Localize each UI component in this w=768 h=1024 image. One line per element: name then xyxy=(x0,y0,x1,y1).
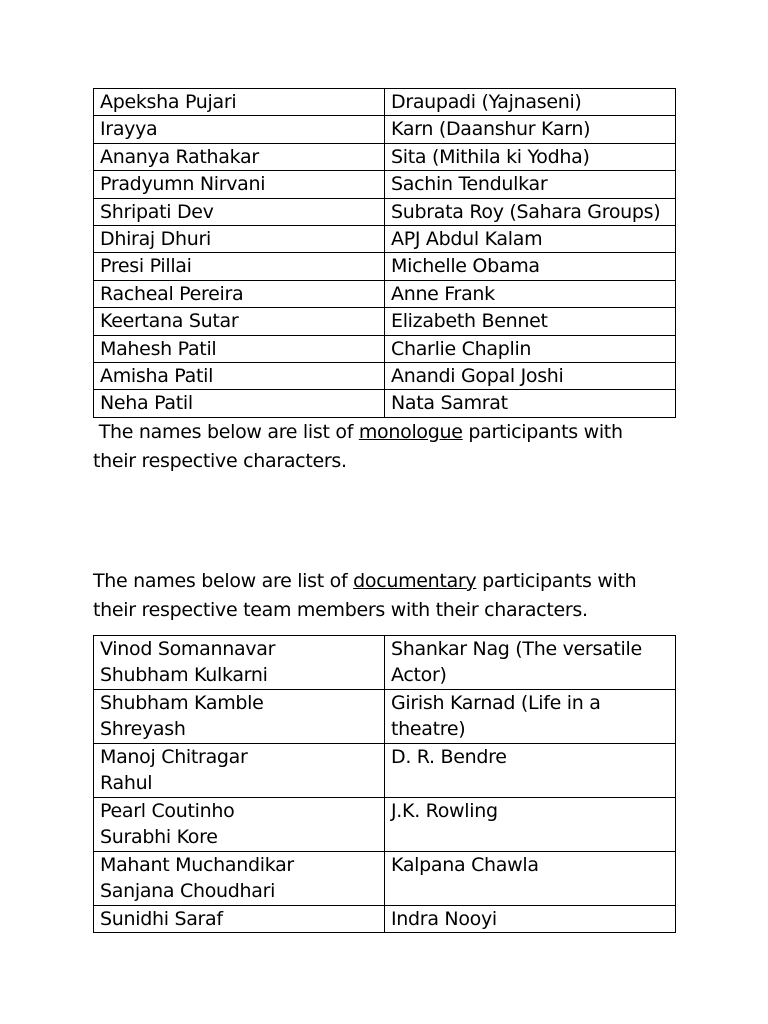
participant-name: Ananya Rathakar xyxy=(94,143,385,170)
description-text: The names below are list of xyxy=(93,570,354,592)
table-row xyxy=(94,798,676,852)
description-text: participants with xyxy=(476,570,637,592)
character-name: Nata Samrat xyxy=(385,390,676,417)
table-row xyxy=(94,690,676,744)
table-row xyxy=(94,335,676,362)
description-line xyxy=(93,418,683,447)
character-name: Sita (Mithila ki Yodha) xyxy=(385,143,676,170)
participant-name: Neha Patil xyxy=(94,390,385,417)
participant-name: Keertana Sutar xyxy=(94,308,385,335)
character-name: J.K. Rowling xyxy=(385,798,676,852)
table-row xyxy=(94,390,676,417)
description-text: participants with xyxy=(462,421,623,443)
underlined-keyword: documentary xyxy=(353,570,477,592)
team-members xyxy=(94,744,385,798)
documentary-description xyxy=(93,567,683,625)
description-text: The names below are list of xyxy=(93,421,359,443)
table-row xyxy=(94,225,676,252)
table-row xyxy=(94,253,676,280)
character-name: Draupadi (Yajnaseni) xyxy=(385,89,676,116)
character-name: Indra Nooyi xyxy=(385,906,676,933)
monologue-description xyxy=(93,418,683,476)
participant-name: Presi Pillai xyxy=(94,253,385,280)
member-name: Sanjana Choudhari xyxy=(100,880,276,902)
character-name: Subrata Roy (Sahara Groups) xyxy=(385,198,676,225)
character-name: Sachin Tendulkar xyxy=(385,171,676,198)
table-row xyxy=(94,171,676,198)
description-line: their respective team members with their characters. xyxy=(93,599,588,621)
table-row xyxy=(94,906,676,933)
table-row xyxy=(94,143,676,170)
character-name: Karn (Daanshur Karn) xyxy=(385,116,676,143)
table-row xyxy=(94,636,676,690)
table-row xyxy=(94,89,676,116)
member-name: Rahul xyxy=(100,772,153,794)
character-name: Kalpana Chawla xyxy=(385,852,676,906)
participant-name: Dhiraj Dhuri xyxy=(94,225,385,252)
documentary-table xyxy=(93,635,676,933)
character-name: Anandi Gopal Joshi xyxy=(385,362,676,389)
member-name: Vinod Somannavar xyxy=(100,638,276,660)
participant-name: Amisha Patil xyxy=(94,362,385,389)
table-row xyxy=(94,280,676,307)
table-row xyxy=(94,198,676,225)
team-members xyxy=(94,906,385,933)
participant-name: Irayya xyxy=(94,116,385,143)
participant-name: Racheal Pereira xyxy=(94,280,385,307)
table-row xyxy=(94,852,676,906)
member-name: Sunidhi Saraf xyxy=(100,908,223,930)
character-name: Charlie Chaplin xyxy=(385,335,676,362)
team-members xyxy=(94,690,385,744)
monologue-table xyxy=(93,88,676,418)
member-name: Shubham Kulkarni xyxy=(100,664,268,686)
participant-name: Shripati Dev xyxy=(94,198,385,225)
character-name: Elizabeth Bennet xyxy=(385,308,676,335)
description-line: their respective characters. xyxy=(93,450,347,472)
participant-name: Pradyumn Nirvani xyxy=(94,171,385,198)
team-members xyxy=(94,798,385,852)
character-name: Michelle Obama xyxy=(385,253,676,280)
member-name: Pearl Coutinho xyxy=(100,800,235,822)
member-name: Shreyash xyxy=(100,718,186,740)
team-members xyxy=(94,636,385,690)
member-name: Mahant Muchandikar xyxy=(100,854,294,876)
character-name: Anne Frank xyxy=(385,280,676,307)
table-row xyxy=(94,116,676,143)
character-name: APJ Abdul Kalam xyxy=(385,225,676,252)
character-name: Shankar Nag (The versatile Actor) xyxy=(385,636,676,690)
table-row xyxy=(94,362,676,389)
table-row xyxy=(94,744,676,798)
member-name: Shubham Kamble xyxy=(100,692,264,714)
member-name: Surabhi Kore xyxy=(100,826,218,848)
participant-name: Apeksha Pujari xyxy=(94,89,385,116)
character-name: Girish Karnad (Life in a theatre) xyxy=(385,690,676,744)
character-name: D. R. Bendre xyxy=(385,744,676,798)
member-name: Manoj Chitragar xyxy=(100,746,248,768)
underlined-keyword: monologue xyxy=(358,421,463,443)
team-members xyxy=(94,852,385,906)
description-line xyxy=(93,567,683,596)
participant-name: Mahesh Patil xyxy=(94,335,385,362)
table-row xyxy=(94,308,676,335)
